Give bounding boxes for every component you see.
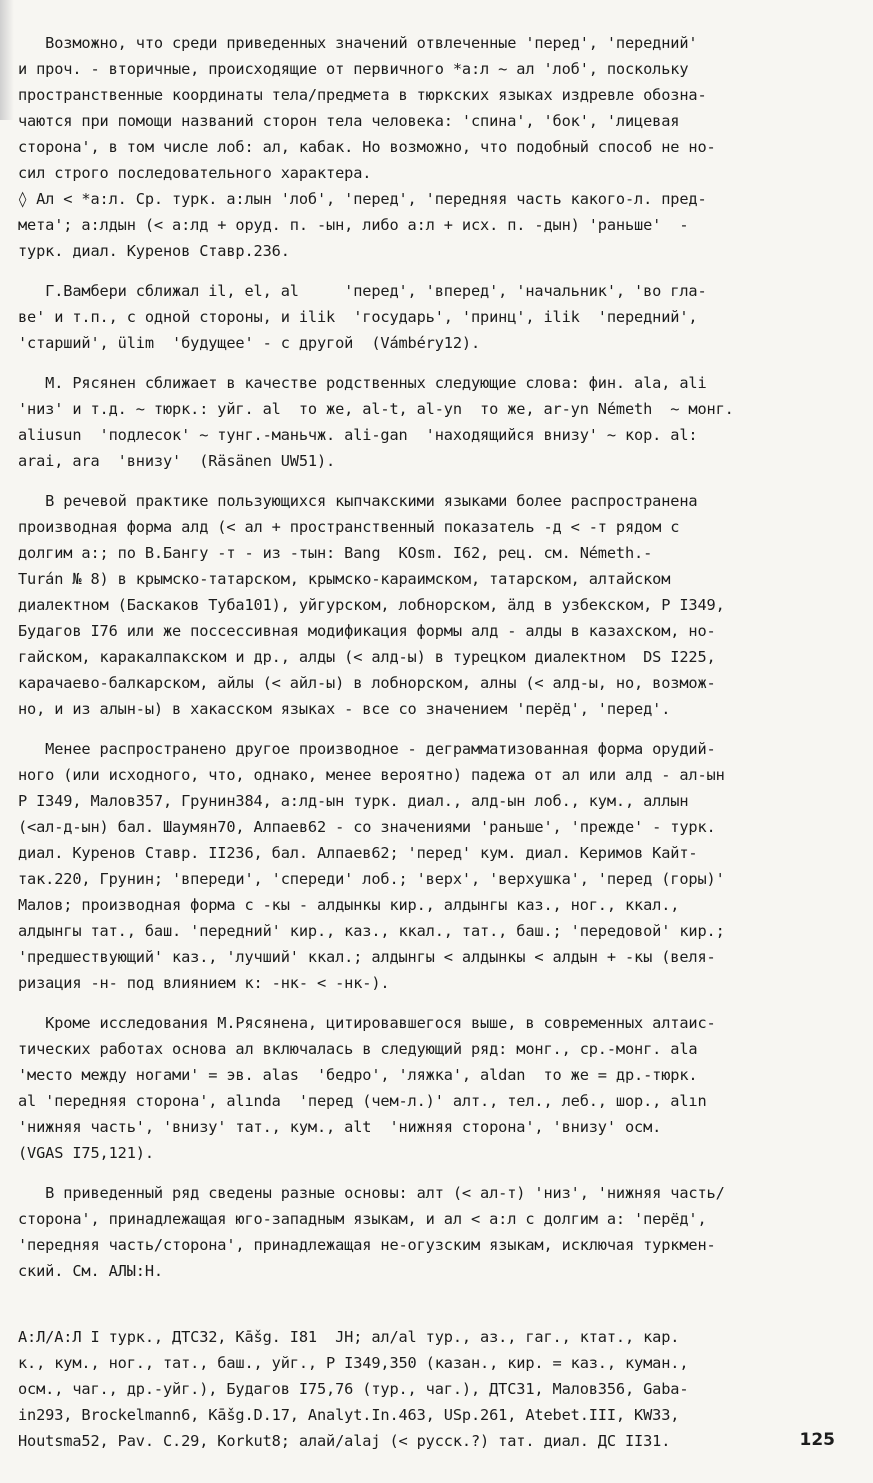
paragraph-3 [18,370,836,474]
page-number: 125 [799,1430,835,1450]
text-line: 'предшествующий' каз., 'лучший' ккал.; алдынгы < алдынкы < алдын + -кы (веля- [18,948,716,966]
text-line: М. Рясянен сближает в качестве родственных следующие слова: фин. ala, ali [18,374,707,392]
text-line: Кроме исследования М.Рясянена, цитировавшегося выше, в современных алтаис- [18,1014,716,1032]
text-line: но, и из алын-ы) в хакасском языках - все со значением 'перёд', 'перед'. [18,700,671,718]
text-line: Turán № 8) в крымско-татарском, крымско-караимском, татарском, алтайском [18,570,671,588]
text-line: так.220, Грунин; 'впереди', 'спереди' лоб.; 'верх', 'верхушка', 'перед (горы)' [18,870,725,888]
text-line: сторона', в том числе лоб: ал, кабак. Но возможно, что подобный способ не но- [18,138,716,156]
text-line: ного (или исходного, что, однако, менее вероятно) падежа от ал или алд - ал-ын [18,766,725,784]
text-line: Будагов I76 или же поссессивная модификация формы алд - алды в казахском, но- [18,622,716,640]
text-line: осм., чаг., др.-уйг.), Будагов I75,76 (тур., чаг.), ДТС31, Малов356, Gaba- [18,1380,689,1398]
text-line: ве' и т.п., с одной стороны, и ilik 'государь', 'принц', ilik 'передний', [18,308,698,326]
text-line: 'место между ногами' = эв. alas 'бедро', 'ляжка', aldan то же = др.-тюрк. [18,1066,698,1084]
text-line: Р I349, Малов357, Грунин384, а:лд-ын турк. диал., алд-ын лоб., кум., аллын [18,792,689,810]
text-line [18,1298,836,1324]
text-line: В приведенный ряд сведены разные основы: алт (< ал-т) 'низ', 'нижняя часть/ [18,1184,725,1202]
text-line: А:Л/А:Л I турк., ДТС32, Kāšg. I81 ЈН; ал/al тур., аз., гаг., ктат., кар. [18,1328,680,1346]
text-line: Малов; производная форма с -кы - алдынкы кир., алдынгы каз., ног., ккал., [18,896,680,914]
document-page [18,30,836,1468]
text-line: al 'передняя сторона', alında 'перед (чем-л.)' алт., тел., леб., шор., alın [18,1092,707,1110]
text-line: 'низ' и т.д. ~ тюрк.: уйг. al то же, al-t, al-yn то же, ar-yn Németh ~ монг. [18,400,734,418]
text-line: турк. диал. Куренов Ставр.236. [18,242,290,260]
text-line: чаются при помощи названий сторон тела человека: 'спина', 'бок', 'лицевая [18,112,680,130]
text-line: алдынгы тат., баш. 'передний' кир., каз., ккал., тат., баш.; 'передовой' кир.; [18,922,725,940]
paragraph-4 [18,488,836,722]
paragraph-2 [18,278,836,356]
text-line: ◊ Ал < *а:л. Ср. турк. а:лын 'лоб', 'перед', 'передняя часть какого-л. пред- [18,190,707,208]
text-line: карачаево-балкарском, айлы (< айл-ы) в лобнорском, алны (< алд-ы, но, возмож- [18,674,716,692]
text-line: и проч. - вторичные, происходящие от первичного *а:л ~ ал 'лоб', поскольку [18,60,689,78]
text-line: гайском, каракалпакском и др., алды (< алд-ы) в турецком диалектном DS I225, [18,648,716,666]
dictionary-entry [18,1298,836,1454]
text-line: Г.Вамбери сближал il, el, al 'перед', 'вперед', 'начальник', 'во гла- [18,282,707,300]
text-line: 'нижняя часть', 'внизу' тат., кум., alt 'нижняя сторона', 'внизу' осм. [18,1118,662,1136]
text-line: В речевой практике пользующихся кыпчакскими языками более распространена [18,492,698,510]
text-line: ский. См. АЛЫ:Н. [18,1262,163,1280]
paragraph-7 [18,1180,836,1284]
text-line: к., кум., ног., тат., баш., уйг., Р I349,350 (казан., кир. = каз., куман., [18,1354,689,1372]
paragraph-5 [18,736,836,996]
text-line: aliusun 'подлесок' ~ тунг.-маньчж. ali-gan 'находящийся внизу' ~ кор. al: [18,426,698,444]
text-line: Менее распространено другое производное - деграмматизованная форма орудий- [18,740,716,758]
text-line: ризация -н- под влиянием к: -нк- < -нк-). [18,974,390,992]
text-line: сторона', принадлежащая юго-западным языкам, и ал < а:л с долгим а: 'перёд', [18,1210,707,1228]
scan-edge-shadow [0,0,14,120]
text-line: сил строго последовательного характера. [18,164,372,182]
text-line: мета'; а:лдын (< а:лд + оруд. п. -ын, либо а:л + исх. п. -дын) 'раньше' - [18,216,689,234]
paragraph-1 [18,30,836,264]
text-line: (<ал-д-ын) бал. Шаумян70, Алпаев62 - со значениями 'раньше', 'прежде' - турк. [18,818,716,836]
text-line: (VGAS I75,121). [18,1144,154,1162]
text-line: 'передняя часть/сторона', принадлежащая не-огузским языкам, исключая туркмен- [18,1236,716,1254]
text-line: Возможно, что среди приведенных значений отвлеченные 'перед', 'передний' [18,34,698,52]
text-line: 'старший', ülim 'будущее' - с другой (Vámbéry12). [18,334,481,352]
text-line: in293, Brockelmann6, Kāšg.D.17, Analyt.In.463, USp.261, Atebet.III, KW33, [18,1406,680,1424]
text-line: диал. Куренов Ставр. II236, бал. Алпаев62; 'перед' кум. диал. Керимов Кайт- [18,844,698,862]
text-line: долгим а:; по В.Бангу -т - из -тын: Bang KOsm. I62, рец. см. Németh.- [18,544,653,562]
text-line: тических работах основа ал включалась в следующий ряд: монг., ср.-монг. ala [18,1040,698,1058]
text-line: производная форма алд (< ал + пространственный показатель -д < -т рядом с [18,518,680,536]
text-line: диалектном (Баскаков Туба101), уйгурском, лобнорском, äлд в узбекском, Р I349, [18,596,725,614]
paragraph-6 [18,1010,836,1166]
text-line: arai, ara 'внизу' (Räsänen UW51). [18,452,336,470]
text-line: Houtsma52, Pav. C.29, Korkut8; алай/alaj (< русск.?) тат. диал. ДС II31. [18,1432,671,1450]
text-line: пространственные координаты тела/предмета в тюркских языках издревле обозна- [18,86,707,104]
